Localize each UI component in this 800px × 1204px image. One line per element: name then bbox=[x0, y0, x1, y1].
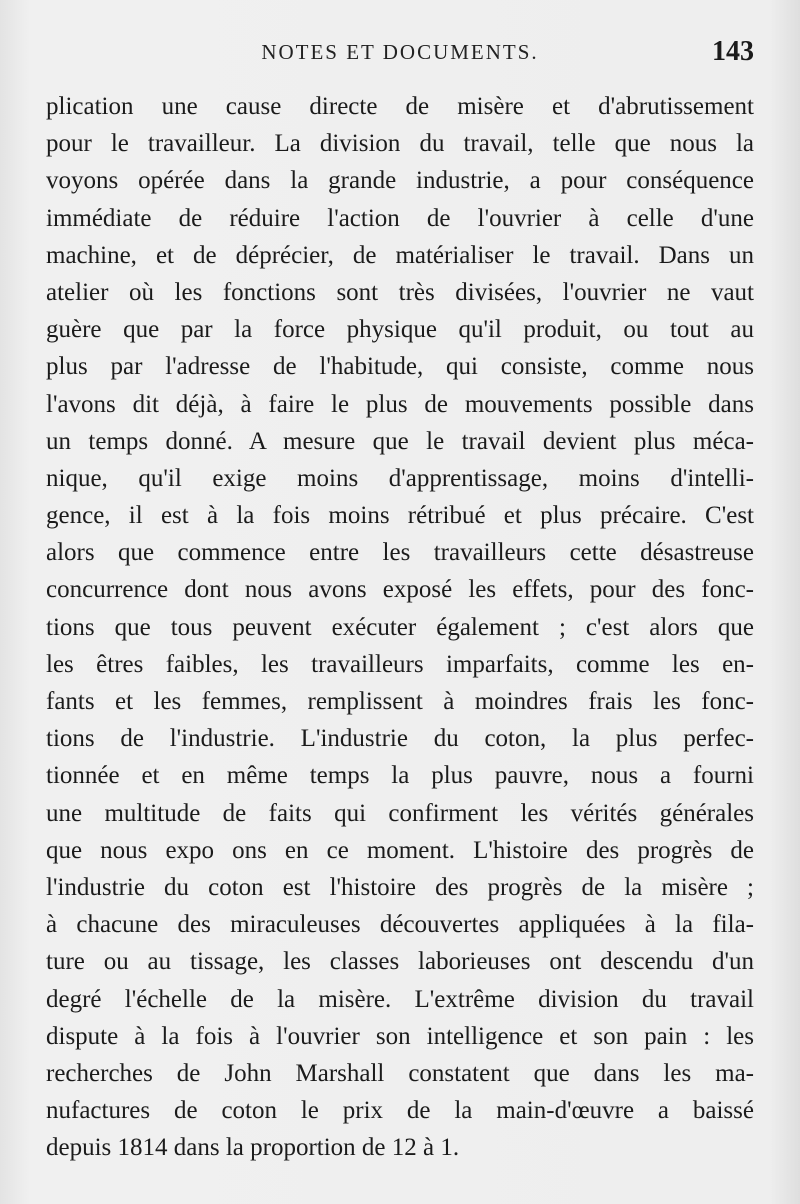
text-line: depuis 1814 dans la proportion de 12 à 1. bbox=[46, 1134, 460, 1162]
page-number: 143 bbox=[712, 36, 754, 67]
text-line: nufactures de coton le prix de la main-d'œuvre a baissé bbox=[46, 1097, 754, 1125]
text-line: les êtres faibles, les travailleurs imparfaits, comme les en- bbox=[46, 650, 754, 678]
text-line: plus par l'adresse de l'habitude, qui consiste, comme nous bbox=[46, 353, 754, 381]
text-line: gence, il est à la fois moins rétribué et plus précaire. C'est bbox=[46, 502, 754, 530]
text-line: tions que tous peuvent exécuter également ; c'est alors que bbox=[46, 613, 754, 641]
body-text bbox=[46, 88, 754, 1166]
text-line: pour le travailleur. La division du travail, telle que nous la bbox=[46, 130, 754, 158]
text-line: l'avons dit déjà, à faire le plus de mouvements possible dans bbox=[46, 390, 754, 418]
text-line: ture ou au tissage, les classes laborieuses ont descendu d'un bbox=[46, 948, 754, 976]
text-line: alors que commence entre les travailleurs cette désastreuse bbox=[46, 539, 754, 567]
text-line: immédiate de réduire l'action de l'ouvrier à celle d'une bbox=[46, 204, 754, 232]
text-line: tionnée et en même temps la plus pauvre, nous a fourni bbox=[46, 762, 754, 790]
text-line: que nous expo ons en ce moment. L'histoire des progrès de bbox=[46, 836, 754, 864]
text-line: guère que par la force physique qu'il produit, ou tout au bbox=[46, 316, 754, 344]
text-line: dispute à la fois à l'ouvrier son intelligence et son pain : les bbox=[46, 1022, 754, 1050]
text-line: tions de l'industrie. L'industrie du coton, la plus perfec- bbox=[46, 725, 754, 753]
text-line: plication une cause directe de misère et d'abrutissement bbox=[46, 93, 754, 120]
text-line: un temps donné. A mesure que le travail devient plus méca- bbox=[46, 427, 754, 455]
text-line: recherches de John Marshall constatent que dans les ma- bbox=[46, 1059, 754, 1087]
text-line: une multitude de faits qui confirment les vérités générales bbox=[46, 799, 754, 827]
page-header bbox=[46, 36, 754, 76]
text-line: voyons opérée dans la grande industrie, a pour conséquence bbox=[46, 167, 754, 195]
text-line: fants et les femmes, remplissent à moindres frais les fonc- bbox=[46, 688, 754, 715]
text-line: à chacune des miraculeuses découvertes appliquées à la fila- bbox=[46, 911, 754, 939]
text-line: nique, qu'il exige moins d'apprentissage, moins d'intelli- bbox=[46, 464, 754, 492]
text-line: concurrence dont nous avons exposé les effets, pour des fonc- bbox=[46, 576, 754, 604]
text-line: machine, et de déprécier, de matérialiser le travail. Dans un bbox=[46, 241, 754, 269]
running-title: NOTES ET DOCUMENTS. bbox=[261, 40, 539, 64]
text-line: degré l'échelle de la misère. L'extrême division du travail bbox=[46, 985, 754, 1013]
text-line: l'industrie du coton est l'histoire des progrès de la misère ; bbox=[46, 873, 754, 901]
text-line: atelier où les fonctions sont très divisées, l'ouvrier ne vaut bbox=[46, 278, 754, 306]
